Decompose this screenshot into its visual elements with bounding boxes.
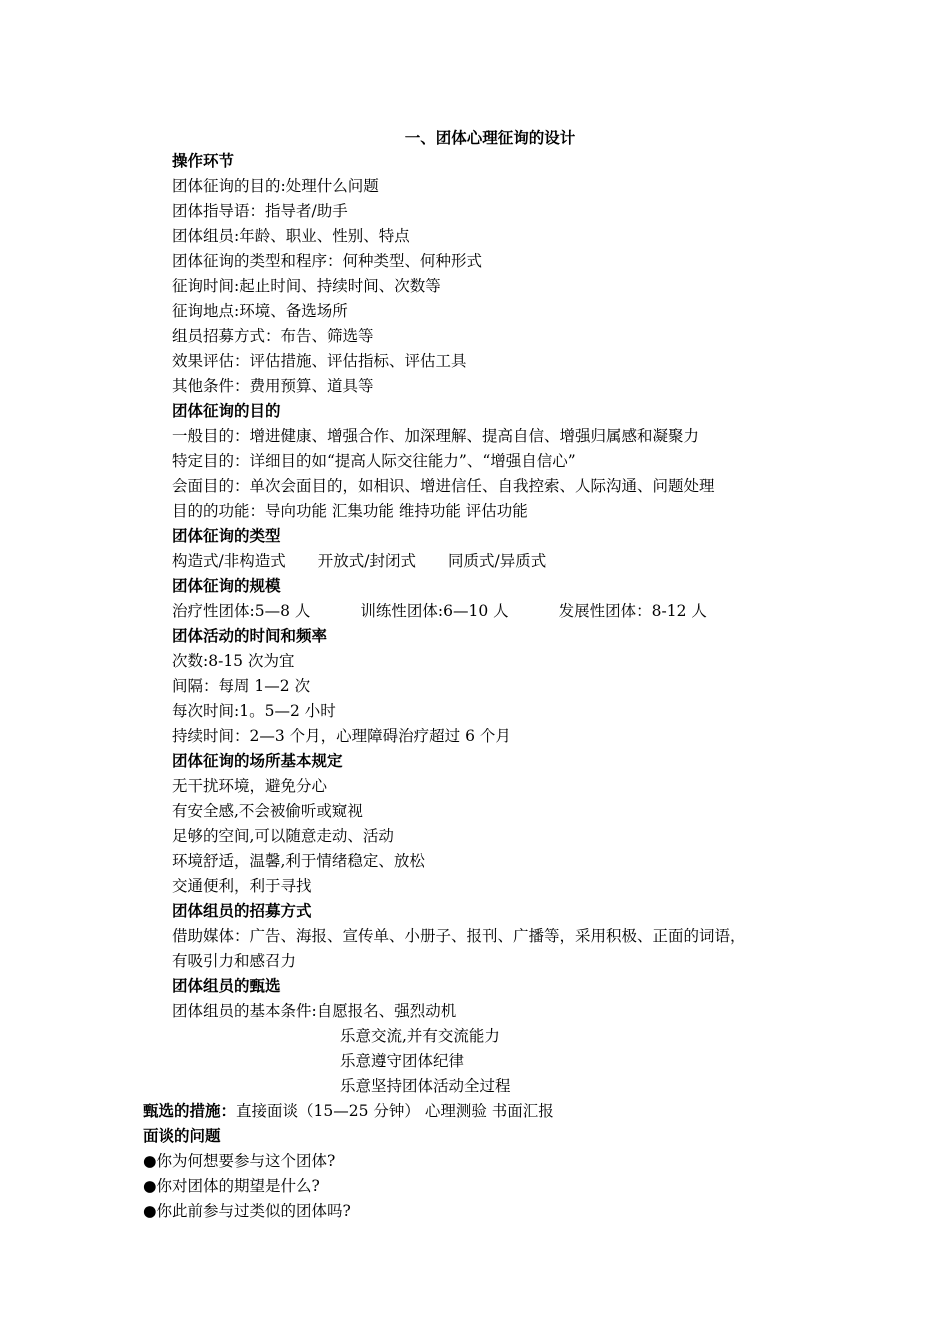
section-heading-size: 团体征询的规模: [172, 577, 281, 595]
condition-line: 乐意坚持团体活动全过程: [340, 1077, 511, 1095]
sizes-row: [172, 601, 707, 621]
list-item: 环境舒适，温馨,利于情绪稳定、放松: [172, 852, 425, 870]
list-item: 会面目的：单次会面目的，如相识、增进信任、自我控索、人际沟通、问题处理: [172, 477, 715, 495]
section-heading-purpose: 团体征询的目的: [172, 402, 281, 420]
paragraph-line: 借助媒体：广告、海报、宣传单、小册子、报刊、广播等，采用积极、正面的词语，: [172, 927, 746, 945]
section-heading-operation: 操作环节: [172, 152, 235, 170]
list-item: 效果评估：评估措施、评估指标、评估工具: [172, 352, 467, 370]
page-title: 一、团体心理征询的设计: [404, 129, 576, 147]
section-heading-types: 团体征询的类型: [172, 527, 281, 545]
selection-measures: [143, 1101, 554, 1121]
type-item: 同质式/异质式: [447, 552, 547, 570]
section-heading-selection: 团体组员的甄选: [172, 977, 281, 995]
list-item: 征询地点:环境、备选场所: [172, 302, 348, 320]
list-item: 次数:8-15 次为宜: [172, 652, 295, 670]
list-item: 一般目的：增进健康、增强合作、加深理解、提高自信、增强归属感和凝聚力: [172, 427, 700, 445]
list-item: 团体征询的目的:处理什么问题: [172, 177, 379, 195]
question-item: ●你为何想要参与这个团体?: [143, 1152, 336, 1170]
size-item: 治疗性团体:5—8 人: [172, 602, 311, 620]
list-item: 征询时间:起止时间、持续时间、次数等: [172, 277, 441, 295]
list-item: 团体指导语：指导者/助手: [172, 202, 348, 220]
list-item: 每次时间:1。5—2 小时: [172, 702, 336, 720]
list-item: 有安全感,不会被偷听或窥视: [172, 802, 363, 820]
question-item: ●你对团体的期望是什么?: [143, 1177, 320, 1195]
question-item: ●你此前参与过类似的团体吗?: [143, 1202, 351, 1220]
list-item: 交通便利，利于寻找: [172, 877, 312, 895]
type-item: 构造式/非构造式: [172, 552, 286, 570]
list-item: 目的的功能：导向功能 汇集功能 维持功能 评估功能: [172, 502, 528, 520]
list-item: 团体组员:年龄、职业、性别、特点: [172, 227, 410, 245]
measures-text: 直接面谈（15—25 分钟） 心理测验 书面汇报: [236, 1102, 554, 1120]
condition-line: 乐意交流,并有交流能力: [340, 1027, 500, 1045]
paragraph-line: 有吸引力和感召力: [172, 952, 297, 970]
condition-line: 团体组员的基本条件:自愿报名、强烈动机: [172, 1002, 457, 1020]
list-item: 持续时间：2—3 个月，心理障碍治疗超过 6 个月: [172, 727, 511, 745]
size-item: 发展性团体：8-12 人: [558, 602, 707, 620]
size-item: 训练性团体:6—10 人: [360, 602, 509, 620]
list-item: 其他条件：费用预算、道具等: [172, 377, 374, 395]
section-heading-recruit: 团体组员的招募方式: [172, 902, 312, 920]
section-heading-interview: 面谈的问题: [143, 1127, 221, 1145]
section-heading-venue: 团体征询的场所基本规定: [172, 752, 343, 770]
list-item: 特定目的：详细目的如“提高人际交往能力”、“增强自信心”: [172, 452, 576, 470]
list-item: 团体征询的类型和程序：何种类型、何种形式: [172, 252, 483, 270]
measures-label: 甄选的措施：: [143, 1102, 237, 1120]
list-item: 组员招募方式：布告、筛选等: [172, 327, 374, 345]
condition-line: 乐意遵守团体纪律: [340, 1052, 465, 1070]
list-item: 无干扰环境，避免分心: [172, 777, 328, 795]
list-item: 间隔：每周 1—2 次: [172, 677, 311, 695]
type-item: 开放式/封闭式: [317, 552, 416, 570]
list-item: 足够的空间,可以随意走动、活动: [172, 827, 394, 845]
section-heading-time: 团体活动的时间和频率: [172, 627, 328, 645]
types-row: [172, 551, 546, 571]
